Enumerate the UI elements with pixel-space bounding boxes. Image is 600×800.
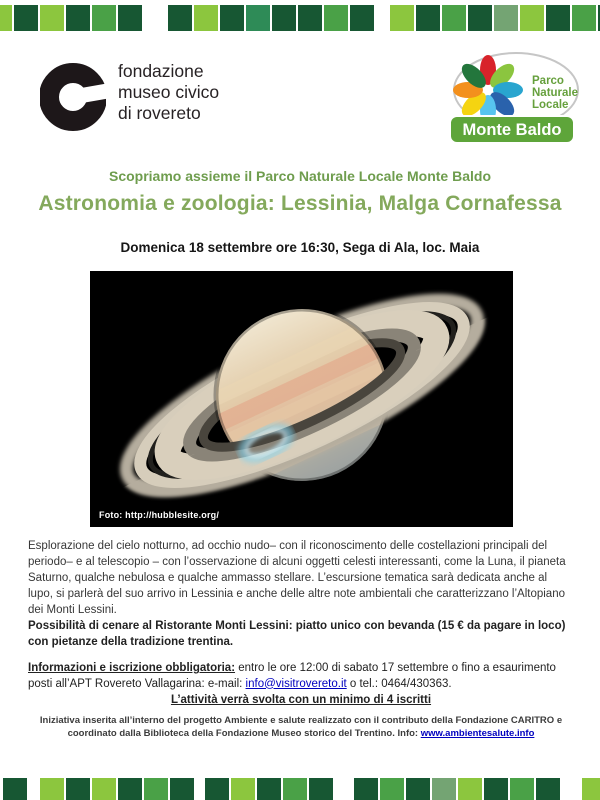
border-square: [220, 5, 244, 31]
top-border-decoration: [0, 5, 600, 31]
fmcr-c-logo-icon: [40, 57, 106, 137]
bottom-border-decoration: [0, 778, 600, 800]
park-name-line3: Locale: [532, 99, 569, 111]
footer-text: Iniziativa inserita all’interno del progetto Ambiente e salute realizzato con il contributo della Fondazione CARITRO e coordinato dalla Biblioteca della Fondazione Museo storico del Trentino. Info:: [39, 715, 563, 739]
border-square: [546, 5, 570, 31]
dinner-note: Possibilità di cenare al Ristorante Monti Lessini: piatto unico con bevanda (15 € da pagare in loco) con pietanze della tradizione trentina.: [28, 620, 566, 648]
border-square: [572, 5, 596, 31]
border-square: [283, 778, 307, 800]
footer-credits: [28, 714, 574, 740]
border-square: [246, 5, 270, 31]
fmcr-line1: fondazione: [118, 61, 204, 81]
border-square: [0, 5, 12, 31]
fmcr-line3: di rovereto: [118, 103, 201, 123]
border-square: [432, 778, 456, 800]
park-name-line1: Parco: [532, 75, 564, 87]
border-square: [40, 778, 64, 800]
saturn-graphic: [90, 271, 513, 527]
border-square: [92, 778, 116, 800]
border-square: [298, 5, 322, 31]
border-square: [468, 5, 492, 31]
border-square: [582, 778, 600, 800]
park-banner-label: Monte Baldo: [462, 121, 562, 139]
border-square: [40, 5, 64, 31]
event-kicker: Scopriamo assieme il Parco Naturale Locale Monte Baldo: [108, 168, 491, 184]
park-name-line2: Naturale: [532, 87, 579, 99]
border-square: [494, 5, 518, 31]
photo-credit: Foto: http://hubblesite.org/: [99, 510, 220, 520]
border-square: [257, 778, 281, 800]
event-title: Astronomia e zoologia: Lessinia, Malga Cornafessa: [38, 192, 562, 215]
border-square: [520, 5, 544, 31]
email-link[interactable]: info@visitrovereto.it: [245, 677, 347, 690]
border-square: [205, 778, 229, 800]
park-logo-flower-center: [485, 87, 492, 94]
border-square: [458, 778, 482, 800]
border-square: [324, 5, 348, 31]
border-square: [272, 5, 296, 31]
fmcr-logo: [40, 57, 219, 137]
minimum-participants-note: L’attività verrà svolta con un minimo di 4 iscritti: [170, 694, 432, 706]
registration-info-text1: entro le ore 12:00 di sabato 17 settembre o fino a esaurimento posti all’APT Rovereto Vallagarina: e-mail:: [28, 662, 556, 690]
body-text-block: [28, 538, 574, 740]
border-square: [484, 778, 508, 800]
registration-info: [28, 661, 574, 692]
border-square: [309, 778, 333, 800]
border-square: [354, 778, 378, 800]
registration-info-label: Informazioni e iscrizione obbligatoria:: [28, 662, 236, 674]
border-square: [118, 5, 142, 31]
border-square: [231, 778, 255, 800]
saturn-photo: [90, 271, 513, 527]
border-square: [442, 5, 466, 31]
border-square: [144, 778, 168, 800]
fmcr-line2: museo civico: [118, 82, 220, 102]
border-square: [170, 778, 194, 800]
border-square: [536, 778, 560, 800]
park-logo: [448, 50, 580, 151]
border-square: [118, 778, 142, 800]
border-square: [350, 5, 374, 31]
border-square: [3, 778, 27, 800]
registration-info-text2: o tel.: 0464/430363.: [346, 677, 452, 690]
border-square: [92, 5, 116, 31]
event-datetime: Domenica 18 settembre ore 16:30, Sega di Ala, loc. Maia: [120, 240, 480, 255]
border-square: [66, 5, 90, 31]
border-square: [380, 778, 404, 800]
description-paragraph: Esplorazione del cielo notturno, ad occhio nudo– con il riconoscimento delle costellazioni principali del periodo– e al telescopio – con l’osservazione di alcuni oggetti celesti interessanti, come la Luna, il pianeta Saturno, qualche nebulosa e qualche ammasso stellare. L’escursione tematica sarà dedicata anche al lupo, si parlerà del suo arrivo in Lessinia e anche delle altre note ambientali che caratterizzano l’Altopiano dei Monti Lessini.: [28, 540, 566, 616]
fmcr-logo-text: [118, 61, 219, 124]
border-square: [168, 5, 192, 31]
border-square: [390, 5, 414, 31]
border-square: [406, 778, 430, 800]
border-square: [66, 778, 90, 800]
border-square: [14, 5, 38, 31]
border-square: [510, 778, 534, 800]
border-square: [194, 5, 218, 31]
border-square: [416, 5, 440, 31]
website-link[interactable]: www.ambientesalute.info: [420, 728, 535, 739]
